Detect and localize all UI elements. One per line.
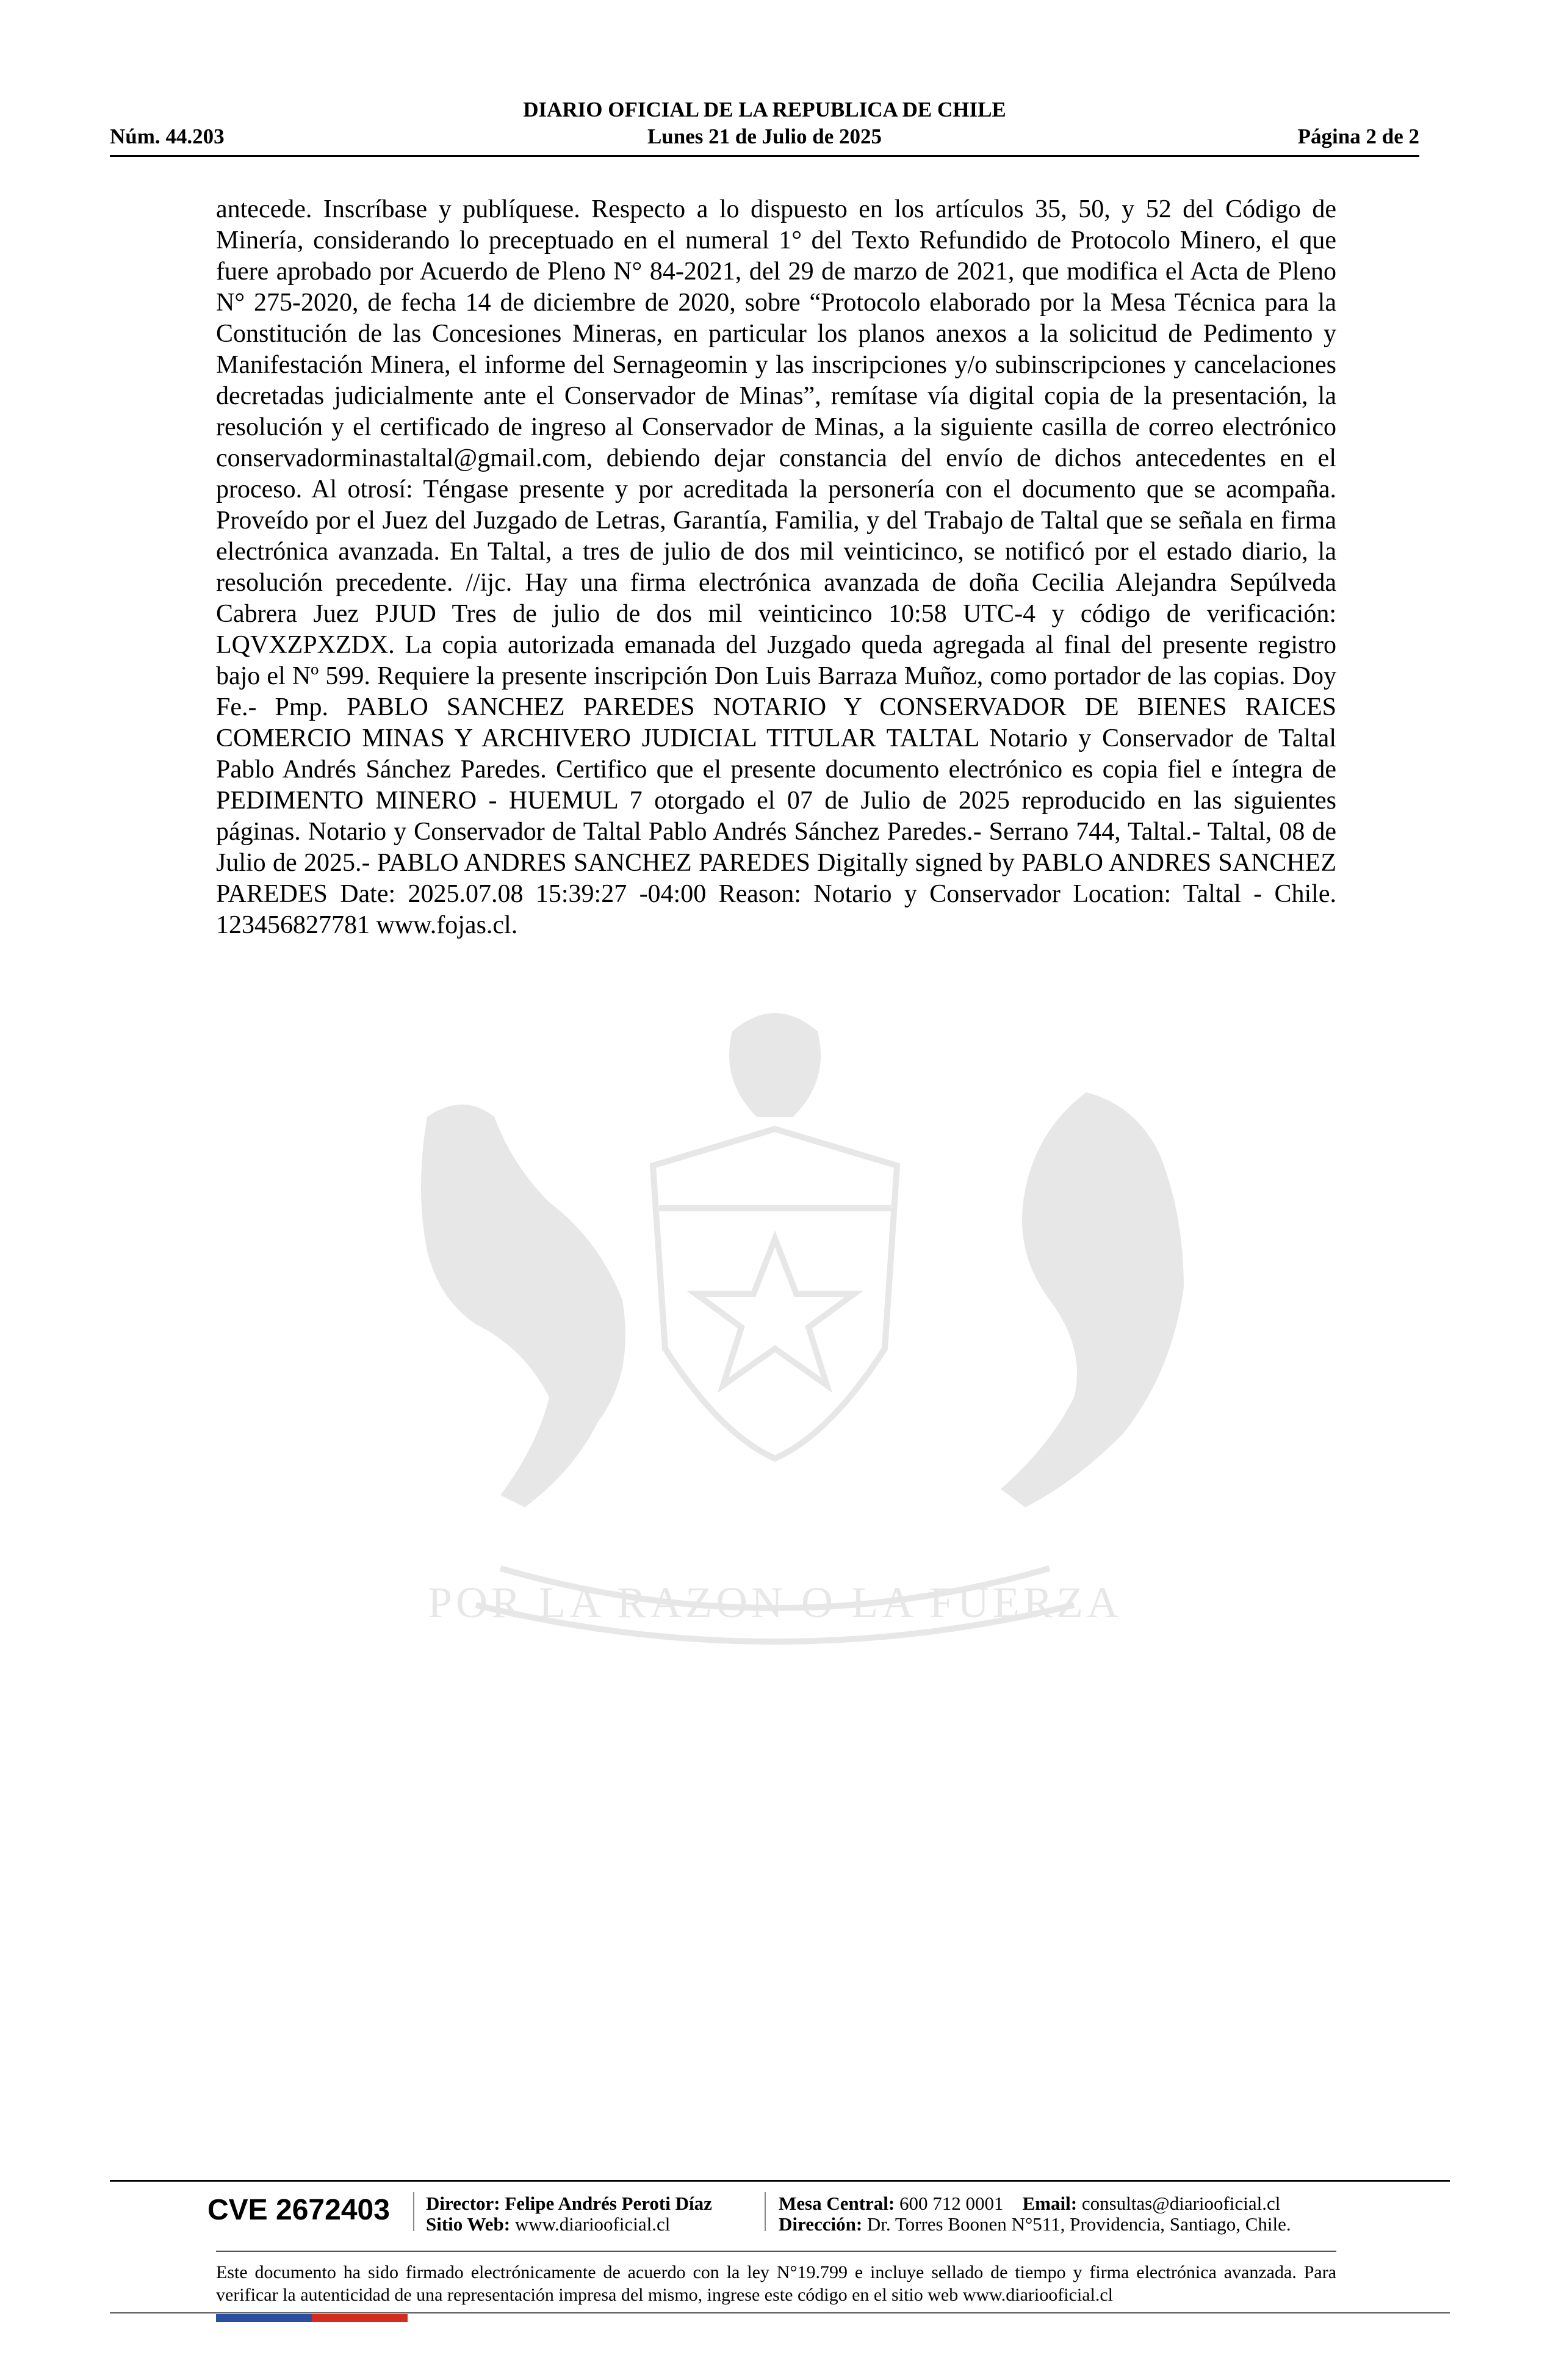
website-label: Sitio Web:	[426, 2213, 511, 2235]
cve-code: CVE 2672403	[207, 2194, 390, 2226]
issue-date: Lunes 21 de Julio de 2025	[647, 124, 882, 148]
document-body: antecede. Inscríbase y publíquese. Respecto a lo dispuesto en los artículos 35, 50, y 52 del Código de Minería, considerando lo preceptuado en el numeral 1° del Texto Refundido de Protocolo Minero, el que fuere aprobado por Acuerdo de Pleno N° 84-2021, del 29 de marzo de 2021, que modifica el Acta de Pleno N° 275-2020, de fecha 14 de diciembre de 2020, sobre “Protocolo elaborado por la Mesa Técnica para la Constitución de las Concesiones Mineras, en particular los planos anexos a la solicitud de Pedimento y Manifestación Minera, el informe del Sernageomin y las inscripciones y/o subinscripciones y cancelaciones decretadas judicialmente ante el Conservador de Minas”, remítase vía digital copia de la presentación, la resolución y el certificado de ingreso al Conservador de Minas, a la siguiente casilla de correo electrónico conservadorminastaltal@gmail.com, debiendo dejar constancia del envío de dichos antecedentes en el proceso. Al otrosí: Téngase presente y por acreditada la personería con el documento que se acompaña. Proveído por el Juez del Juzgado de Letras, Garantía, Familia, y del Trabajo de Taltal que se señala en firma electrónica avanzada. En Taltal, a tres de julio de dos mil veinticinco, se notificó por el estado diario, la resolución precedente. //ijc. Hay una firma electrónica avanzada de doña Cecilia Alejandra Sepúlveda Cabrera Juez PJUD Tres de julio de dos mil veinticinco 10:58 UTC-4 y código de verificación: LQVXZPXZDX. La copia autorizada emanada del Juzgado queda agregada al final del presente registro bajo el Nº 599. Requiere la presente inscripción Don Luis Barraza Muñoz, como portador de las copias. Doy Fe.- Pmp. PABLO SANCHEZ PAREDES NOTARIO Y CONSERVADOR DE BIENES RAICES COMERCIO MINAS Y ARCHIVERO JUDICIAL TITULAR TALTAL Notario y Conservador de Taltal Pablo Andrés Sánchez Paredes. Certifico que el presente documento electrónico es copia fiel e íntegra de PEDIMENTO MINERO - HUEMUL 7 otorgado el 07 de Julio de 2025 reproducido en las siguientes páginas. Notario y Conservador de Taltal Pablo Andrés Sánchez Paredes.- Serrano 744, Taltal.- Taltal, 08 de Julio de 2025.- PABLO ANDRES SANCHEZ PAREDES Digitally signed by PABLO ANDRES SANCHEZ PAREDES Date: 2025.07.08 15:39:27 -04:00 Reason: Notario y Conservador Location: Taltal - Chile. 123456827781 www.fojas.cl.	[216, 195, 1336, 939]
footer-separator	[413, 2192, 414, 2231]
email-label: Email:	[1022, 2193, 1078, 2214]
mesa-label: Mesa Central:	[779, 2193, 895, 2214]
email-link[interactable]: consultas@diariooficial.cl	[1081, 2193, 1281, 2214]
footer-mid-divider	[216, 2251, 1336, 2252]
address-text: Dr. Torres Boonen N°511, Providencia, Santiago, Chile.	[866, 2213, 1291, 2235]
address-label: Dirección:	[779, 2213, 863, 2235]
flag-color-bar	[216, 2314, 408, 2322]
chile-coat-of-arms-watermark-icon	[207, 1007, 1342, 1690]
footer-director-block	[426, 2193, 712, 2235]
header-divider	[110, 155, 1419, 157]
issue-number: Núm. 44.203	[110, 124, 225, 148]
website-link[interactable]: www.diariooficial.cl	[514, 2213, 671, 2235]
flag-red-segment	[312, 2314, 408, 2322]
footer-top-divider	[110, 2180, 1450, 2182]
page-header	[110, 96, 1419, 157]
page-number: Página 2 de 2	[1297, 124, 1419, 148]
director-label: Director:	[426, 2193, 500, 2214]
footer-bottom-divider	[110, 2312, 1450, 2313]
header-center	[110, 96, 1419, 150]
flag-blue-segment	[216, 2314, 312, 2322]
footer-separator	[765, 2192, 766, 2231]
watermark-motto: POR LA RAZON O LA FUERZA	[427, 1578, 1123, 1627]
mesa-phone: 600 712 0001	[899, 2193, 1004, 2214]
legal-notice: Este documento ha sido firmado electrónicamente de acuerdo con la ley N°19.799 e incluye sellado de tiempo y firma electrónica avanzada. Para verificar la autenticidad de una representación impresa del mismo, ingrese este código en el sitio web www.diariooficial.cl	[216, 2262, 1336, 2305]
footer-contact-block	[779, 2193, 1291, 2235]
publication-title: DIARIO OFICIAL DE LA REPUBLICA DE CHILE	[523, 98, 1006, 121]
director-name: Felipe Andrés Peroti Díaz	[505, 2193, 712, 2214]
